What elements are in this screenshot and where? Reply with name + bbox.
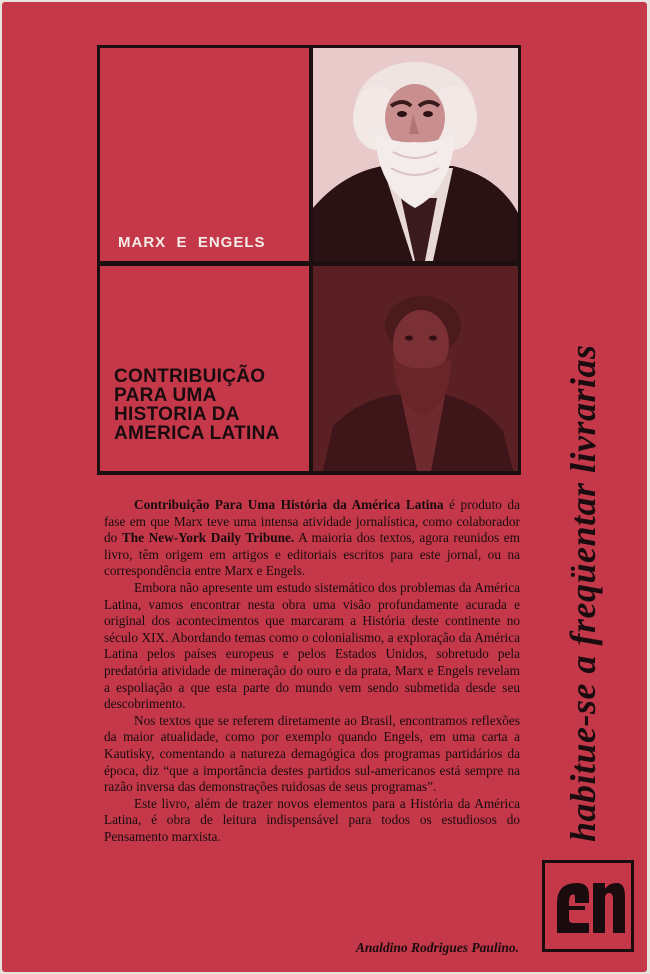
signature: Analdino Rodrigues Paulino.: [355, 940, 519, 955]
blurb: [104, 497, 520, 845]
title-line: CONTRIBUIÇÃO: [114, 366, 266, 387]
publisher-logo-icon: [542, 860, 634, 952]
author-panel: [100, 48, 309, 261]
slogan: habitue-se a freqüentar livrarias: [563, 344, 603, 842]
portrait-frame: [97, 45, 521, 475]
title-line: HISTORIA DA: [114, 404, 240, 425]
marx-portrait: [313, 48, 518, 261]
title-panel: [100, 266, 309, 471]
book-title: [114, 367, 309, 443]
blurb-paragraph: [104, 497, 520, 580]
blurb-paragraph: Nos textos que se referem diretamente ao Brasil, encontramos reflexões da maior atualidade, como por exemplo quando Engels, em uma carta a Kautisky, comentando a natureza demagógica dos programas partidários da época, diz “que a importância destes partidos sul-americanos está sempre na razão inversa das demonstrações ruidosas de seus programas”.: [104, 712, 520, 795]
book-title-inline: Contribuição Para Uma História da América Latina: [134, 497, 444, 512]
blurb-paragraph: Embora não apresente um estudo sistemático dos problemas da América Latina, vamos encontrar nesta obra uma visão profundamente acurada e original dos acontecimentos que marcaram a História deste continente no século XIX. Abordando temas como o colonialismo, a exploração da América Latina pelos países europeus e pelos Estados Unidos, sobretudo pela predatória atividade de mineração do ouro e da prata, Marx e Engels revelam a espoliação a que esta parte do mundo vem sendo submetida desde seu descobrimento.: [104, 579, 520, 712]
blurb-text: A maioria dos textos, agora reunidos em livro, têm origem em artigos e editoriais escritos para este jornal, ou na correspondência entre Marx e Engels.: [104, 530, 521, 579]
newspaper-name: The New-York Daily Tribune.: [121, 530, 295, 546]
blurb-paragraph: Este livro, além de trazer novos elementos para a História da América Latina, é obra de leitura indispensável para todos os estudiosos do Pensamento marxista.: [104, 795, 520, 844]
title-line: PARA UMA: [114, 385, 217, 406]
blurb-text: é produto da fase em que Marx teve uma intensa atividade jornalística, como colaborador do: [104, 497, 521, 546]
title-line: AMERICA LATINA: [114, 423, 280, 444]
engels-portrait: [313, 266, 518, 471]
book-back-cover: [2, 2, 647, 972]
author-label: MARX E ENGELS: [118, 234, 266, 251]
